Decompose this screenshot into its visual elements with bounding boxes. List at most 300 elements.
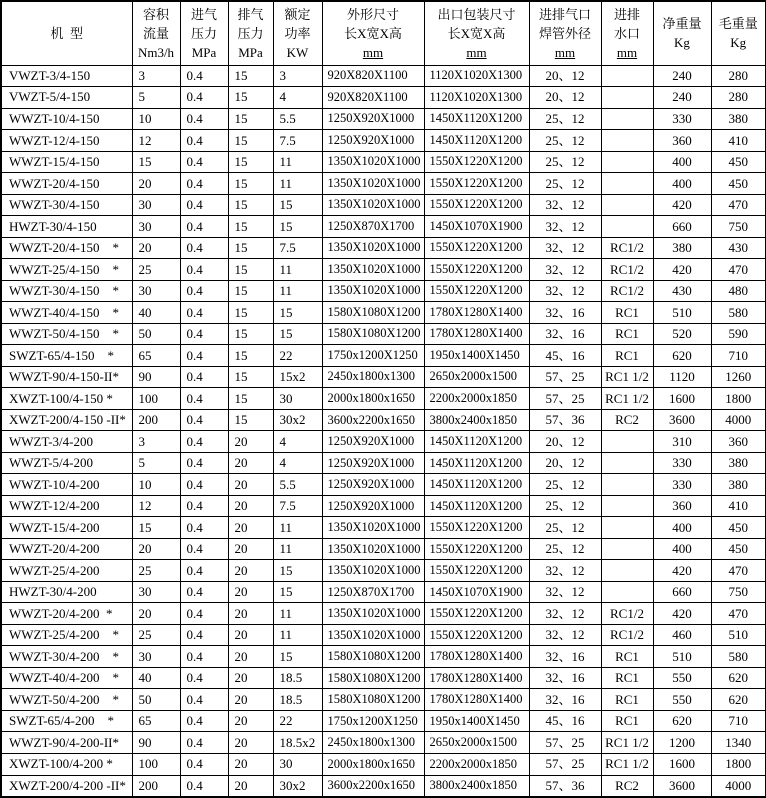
cell-net-weight: 420 — [653, 259, 711, 281]
header-line: 净重量 — [662, 16, 702, 32]
cell-gross-weight: 410 — [711, 495, 766, 517]
cell-flow: 25 — [132, 624, 180, 646]
cell-model: WWZT-12/4-200 — [1, 495, 132, 517]
header-unit: mm — [616, 44, 638, 60]
cell-dimensions: 1250X920X1000 — [322, 130, 424, 152]
cell-net-weight: 510 — [653, 302, 711, 324]
cell-package-dimensions: 2650x2000x1500 — [424, 366, 529, 388]
cell-net-weight: 550 — [653, 667, 711, 689]
cell-pipe-od: 25、12 — [529, 538, 601, 560]
header-line: 流量 — [142, 25, 169, 41]
cell-gross-weight: 4000 — [711, 775, 766, 797]
cell-net-weight: 620 — [653, 345, 711, 367]
header-line: 进气 — [190, 6, 217, 22]
header-line: 额定 — [284, 6, 311, 22]
cell-model: WWZT-15/4-150 — [1, 151, 132, 173]
cell-gross-weight: 450 — [711, 173, 766, 195]
cell-flow: 100 — [132, 388, 180, 410]
cell-inlet-pressure: 0.4 — [180, 194, 228, 216]
cell-package-dimensions: 1780X1280X1400 — [424, 646, 529, 668]
cell-model: XWZT-200/4-150 -II* — [1, 409, 132, 431]
cell-dimensions: 1580X1080X1200 — [322, 689, 424, 711]
table-row — [1, 194, 766, 216]
cell-pipe-od: 32、12 — [529, 560, 601, 582]
cell-package-dimensions: 1450X1120X1200 — [424, 495, 529, 517]
cell-exhaust-pressure: 20 — [228, 775, 273, 797]
cell-water-port: RC1/2 — [601, 280, 653, 302]
table-row — [1, 474, 766, 496]
cell-gross-weight: 750 — [711, 581, 766, 603]
cell-exhaust-pressure: 20 — [228, 474, 273, 496]
table-row — [1, 345, 766, 367]
cell-package-dimensions: 1780X1280X1400 — [424, 302, 529, 324]
table-row — [1, 624, 766, 646]
cell-package-dimensions: 1550X1220X1200 — [424, 194, 529, 216]
cell-pipe-od: 25、12 — [529, 517, 601, 539]
cell-pipe-od: 25、12 — [529, 151, 601, 173]
cell-inlet-pressure: 0.4 — [180, 603, 228, 625]
cell-water-port: RC2 — [601, 775, 653, 797]
cell-water-port — [601, 474, 653, 496]
cell-water-port: RC1/2 — [601, 603, 653, 625]
cell-exhaust-pressure: 20 — [228, 732, 273, 754]
table-row — [1, 65, 766, 87]
cell-dimensions: 1580X1080X1200 — [322, 646, 424, 668]
cell-net-weight: 460 — [653, 624, 711, 646]
cell-net-weight: 1600 — [653, 754, 711, 776]
cell-exhaust-pressure: 20 — [228, 603, 273, 625]
cell-dimensions: 2000x1800x1650 — [322, 388, 424, 410]
cell-net-weight: 420 — [653, 603, 711, 625]
cell-inlet-pressure: 0.4 — [180, 624, 228, 646]
cell-water-port: RC1 — [601, 302, 653, 324]
cell-pipe-od: 32、12 — [529, 259, 601, 281]
cell-package-dimensions: 1120X1020X1300 — [424, 65, 529, 87]
table-row — [1, 388, 766, 410]
cell-model: WWZT-10/4-150 — [1, 108, 132, 130]
cell-dimensions: 2000x1800x1650 — [322, 754, 424, 776]
cell-pipe-od: 32、16 — [529, 646, 601, 668]
cell-water-port — [601, 517, 653, 539]
cell-inlet-pressure: 0.4 — [180, 173, 228, 195]
cell-model: WWZT-50/4-150 * — [1, 323, 132, 345]
cell-power: 4 — [273, 452, 322, 474]
cell-net-weight: 430 — [653, 280, 711, 302]
cell-package-dimensions: 1550X1220X1200 — [424, 237, 529, 259]
cell-pipe-od: 32、16 — [529, 323, 601, 345]
cell-gross-weight: 450 — [711, 538, 766, 560]
table-row — [1, 581, 766, 603]
cell-pipe-od: 45、16 — [529, 345, 601, 367]
cell-water-port — [601, 560, 653, 582]
cell-water-port — [601, 151, 653, 173]
header-unit: mm — [466, 44, 487, 60]
cell-flow: 12 — [132, 130, 180, 152]
cell-exhaust-pressure: 15 — [228, 194, 273, 216]
cell-dimensions: 2450x1800x1300 — [322, 366, 424, 388]
cell-net-weight: 330 — [653, 452, 711, 474]
cell-model: XWZT-200/4-200 -II* — [1, 775, 132, 797]
cell-flow: 20 — [132, 173, 180, 195]
header-dimensions — [322, 1, 424, 65]
cell-net-weight: 240 — [653, 65, 711, 87]
cell-pipe-od: 45、16 — [529, 710, 601, 732]
cell-net-weight: 1600 — [653, 388, 711, 410]
cell-pipe-od: 25、12 — [529, 474, 601, 496]
cell-model: WWZT-90/4-150-II* — [1, 366, 132, 388]
table-row — [1, 108, 766, 130]
table-row — [1, 517, 766, 539]
cell-net-weight: 400 — [653, 517, 711, 539]
header-line: 进排 — [613, 6, 640, 22]
cell-gross-weight: 4000 — [711, 409, 766, 431]
cell-exhaust-pressure: 15 — [228, 280, 273, 302]
cell-power: 4 — [273, 431, 322, 453]
cell-net-weight: 310 — [653, 431, 711, 453]
cell-flow: 10 — [132, 108, 180, 130]
cell-power: 5.5 — [273, 474, 322, 496]
cell-net-weight: 400 — [653, 151, 711, 173]
cell-inlet-pressure: 0.4 — [180, 474, 228, 496]
table-row — [1, 280, 766, 302]
cell-power: 7.5 — [273, 130, 322, 152]
cell-power: 22 — [273, 710, 322, 732]
cell-dimensions: 1250X920X1000 — [322, 452, 424, 474]
header-unit: Nm3/h — [137, 44, 175, 60]
cell-gross-weight: 380 — [711, 452, 766, 474]
cell-exhaust-pressure: 20 — [228, 495, 273, 517]
cell-pipe-od: 57、36 — [529, 409, 601, 431]
header-line: 水口 — [613, 25, 640, 41]
cell-gross-weight: 470 — [711, 603, 766, 625]
cell-dimensions: 1580X1080X1200 — [322, 302, 424, 324]
cell-water-port: RC1/2 — [601, 624, 653, 646]
cell-gross-weight: 580 — [711, 646, 766, 668]
cell-exhaust-pressure: 15 — [228, 302, 273, 324]
cell-exhaust-pressure: 20 — [228, 689, 273, 711]
cell-net-weight: 520 — [653, 323, 711, 345]
cell-dimensions: 1350X1020X1000 — [322, 194, 424, 216]
cell-flow: 15 — [132, 151, 180, 173]
cell-net-weight: 660 — [653, 581, 711, 603]
cell-flow: 50 — [132, 323, 180, 345]
cell-inlet-pressure: 0.4 — [180, 323, 228, 345]
cell-dimensions: 1750x1200X1250 — [322, 710, 424, 732]
cell-power: 4 — [273, 87, 322, 109]
cell-pipe-od: 32、16 — [529, 667, 601, 689]
cell-model: WWZT-10/4-200 — [1, 474, 132, 496]
cell-exhaust-pressure: 15 — [228, 216, 273, 238]
cell-power: 15 — [273, 646, 322, 668]
cell-flow: 90 — [132, 366, 180, 388]
cell-exhaust-pressure: 15 — [228, 65, 273, 87]
table-row — [1, 538, 766, 560]
cell-net-weight: 510 — [653, 646, 711, 668]
header-inlet-pressure — [180, 1, 228, 65]
cell-net-weight: 240 — [653, 87, 711, 109]
header-line: 进排气口 — [538, 6, 591, 22]
cell-model: WWZT-15/4-200 — [1, 517, 132, 539]
cell-dimensions: 1250X920X1000 — [322, 495, 424, 517]
cell-inlet-pressure: 0.4 — [180, 216, 228, 238]
cell-pipe-od: 32、16 — [529, 689, 601, 711]
table-row — [1, 754, 766, 776]
cell-dimensions: 920X820X1100 — [322, 65, 424, 87]
header-water-port — [601, 1, 653, 65]
cell-inlet-pressure: 0.4 — [180, 710, 228, 732]
cell-pipe-od: 32、12 — [529, 603, 601, 625]
cell-model: WWZT-30/4-200 * — [1, 646, 132, 668]
cell-gross-weight: 710 — [711, 710, 766, 732]
cell-gross-weight: 620 — [711, 689, 766, 711]
cell-exhaust-pressure: 15 — [228, 130, 273, 152]
cell-inlet-pressure: 0.4 — [180, 667, 228, 689]
cell-flow: 200 — [132, 409, 180, 431]
cell-dimensions: 1350X1020X1000 — [322, 280, 424, 302]
cell-net-weight: 360 — [653, 130, 711, 152]
cell-exhaust-pressure: 20 — [228, 710, 273, 732]
cell-inlet-pressure: 0.4 — [180, 409, 228, 431]
cell-water-port — [601, 216, 653, 238]
cell-dimensions: 2450x1800x1300 — [322, 732, 424, 754]
cell-package-dimensions: 1950x1400X1450 — [424, 345, 529, 367]
header-line: 机 型 — [50, 25, 83, 41]
cell-water-port — [601, 538, 653, 560]
cell-model: XWZT-100/4-200 * — [1, 754, 132, 776]
cell-pipe-od: 57、25 — [529, 754, 601, 776]
cell-water-port — [601, 108, 653, 130]
cell-power: 11 — [273, 517, 322, 539]
cell-inlet-pressure: 0.4 — [180, 130, 228, 152]
cell-inlet-pressure: 0.4 — [180, 754, 228, 776]
cell-net-weight: 400 — [653, 538, 711, 560]
cell-gross-weight: 470 — [711, 560, 766, 582]
cell-gross-weight: 450 — [711, 517, 766, 539]
cell-dimensions: 1350X1020X1000 — [322, 560, 424, 582]
cell-gross-weight: 360 — [711, 431, 766, 453]
header-power — [273, 1, 322, 65]
cell-package-dimensions: 1450X1120X1200 — [424, 130, 529, 152]
cell-exhaust-pressure: 15 — [228, 108, 273, 130]
cell-inlet-pressure: 0.4 — [180, 495, 228, 517]
cell-gross-weight: 380 — [711, 474, 766, 496]
cell-package-dimensions: 1550X1220X1200 — [424, 517, 529, 539]
cell-flow: 40 — [132, 302, 180, 324]
cell-model: WWZT-90/4-200-II* — [1, 732, 132, 754]
cell-power: 15 — [273, 323, 322, 345]
cell-power: 15 — [273, 302, 322, 324]
cell-inlet-pressure: 0.4 — [180, 237, 228, 259]
cell-dimensions: 1250X870X1700 — [322, 581, 424, 603]
table-row — [1, 323, 766, 345]
cell-flow: 65 — [132, 345, 180, 367]
table-row — [1, 173, 766, 195]
cell-water-port: RC1 1/2 — [601, 754, 653, 776]
header-flow — [132, 1, 180, 65]
header-line: 毛重量 — [718, 16, 758, 32]
cell-pipe-od: 25、12 — [529, 130, 601, 152]
cell-power: 11 — [273, 538, 322, 560]
cell-water-port: RC1 — [601, 689, 653, 711]
cell-flow: 3 — [132, 431, 180, 453]
cell-package-dimensions: 1550X1220X1200 — [424, 259, 529, 281]
cell-net-weight: 400 — [653, 173, 711, 195]
cell-flow: 5 — [132, 452, 180, 474]
cell-water-port: RC1 1/2 — [601, 388, 653, 410]
header-unit: mm — [362, 44, 384, 60]
cell-exhaust-pressure: 20 — [228, 517, 273, 539]
cell-inlet-pressure: 0.4 — [180, 732, 228, 754]
cell-dimensions: 1350X1020X1000 — [322, 151, 424, 173]
cell-flow: 200 — [132, 775, 180, 797]
cell-flow: 90 — [132, 732, 180, 754]
cell-exhaust-pressure: 20 — [228, 754, 273, 776]
header-exhaust-pressure — [228, 1, 273, 65]
cell-gross-weight: 280 — [711, 87, 766, 109]
cell-gross-weight: 1800 — [711, 388, 766, 410]
cell-flow: 30 — [132, 194, 180, 216]
cell-exhaust-pressure: 15 — [228, 345, 273, 367]
cell-flow: 10 — [132, 474, 180, 496]
cell-power: 11 — [273, 259, 322, 281]
cell-inlet-pressure: 0.4 — [180, 108, 228, 130]
cell-pipe-od: 32、12 — [529, 194, 601, 216]
cell-exhaust-pressure: 20 — [228, 560, 273, 582]
cell-water-port: RC1 — [601, 646, 653, 668]
cell-gross-weight: 590 — [711, 323, 766, 345]
cell-model: WWZT-50/4-200 * — [1, 689, 132, 711]
cell-net-weight: 330 — [653, 474, 711, 496]
cell-inlet-pressure: 0.4 — [180, 431, 228, 453]
table-row — [1, 646, 766, 668]
cell-pipe-od: 32、12 — [529, 280, 601, 302]
cell-power: 30 — [273, 754, 322, 776]
cell-gross-weight: 1340 — [711, 732, 766, 754]
table-row — [1, 732, 766, 754]
cell-power: 15 — [273, 560, 322, 582]
cell-power: 7.5 — [273, 237, 322, 259]
cell-flow: 50 — [132, 689, 180, 711]
cell-power: 18.5 — [273, 667, 322, 689]
table-row — [1, 775, 766, 797]
spec-table-body — [1, 65, 766, 797]
cell-package-dimensions: 1550X1220X1200 — [424, 538, 529, 560]
cell-inlet-pressure: 0.4 — [180, 280, 228, 302]
cell-pipe-od: 57、25 — [529, 366, 601, 388]
cell-gross-weight: 470 — [711, 194, 766, 216]
cell-package-dimensions: 1550X1220X1200 — [424, 280, 529, 302]
cell-inlet-pressure: 0.4 — [180, 65, 228, 87]
cell-exhaust-pressure: 15 — [228, 323, 273, 345]
cell-dimensions: 1350X1020X1000 — [322, 624, 424, 646]
cell-inlet-pressure: 0.4 — [180, 581, 228, 603]
cell-pipe-od: 32、12 — [529, 624, 601, 646]
cell-flow: 40 — [132, 667, 180, 689]
cell-flow: 20 — [132, 538, 180, 560]
header-unit: KW — [286, 44, 309, 60]
cell-power: 15 — [273, 581, 322, 603]
cell-net-weight: 3600 — [653, 409, 711, 431]
cell-water-port: RC1/2 — [601, 237, 653, 259]
cell-water-port: RC1 — [601, 667, 653, 689]
cell-dimensions: 1580X1080X1200 — [322, 323, 424, 345]
cell-power: 18.5x2 — [273, 732, 322, 754]
table-row — [1, 710, 766, 732]
cell-package-dimensions: 1950x1400X1450 — [424, 710, 529, 732]
cell-package-dimensions: 1780X1280X1400 — [424, 667, 529, 689]
header-package-dimensions — [424, 1, 529, 65]
cell-water-port: RC2 — [601, 409, 653, 431]
header-line: 功率 — [284, 25, 311, 41]
header-line: 长X宽X高 — [447, 25, 506, 41]
cell-flow: 25 — [132, 560, 180, 582]
cell-pipe-od: 32、12 — [529, 216, 601, 238]
cell-model: WWZT-40/4-150 * — [1, 302, 132, 324]
cell-gross-weight: 380 — [711, 108, 766, 130]
cell-package-dimensions: 1550X1220X1200 — [424, 151, 529, 173]
cell-pipe-od: 25、12 — [529, 173, 601, 195]
cell-model: VWZT-3/4-150 — [1, 65, 132, 87]
cell-power: 30x2 — [273, 775, 322, 797]
cell-water-port: RC1/2 — [601, 259, 653, 281]
cell-water-port — [601, 87, 653, 109]
cell-inlet-pressure: 0.4 — [180, 452, 228, 474]
cell-dimensions: 1250X920X1000 — [322, 108, 424, 130]
header-line: 出口包装尺寸 — [437, 6, 516, 22]
cell-power: 22 — [273, 345, 322, 367]
cell-package-dimensions: 2200x2000x1850 — [424, 754, 529, 776]
cell-flow: 12 — [132, 495, 180, 517]
cell-flow: 30 — [132, 280, 180, 302]
cell-package-dimensions: 1450X1120X1200 — [424, 474, 529, 496]
cell-exhaust-pressure: 20 — [228, 624, 273, 646]
cell-dimensions: 1250X920X1000 — [322, 431, 424, 453]
cell-pipe-od: 20、12 — [529, 431, 601, 453]
header-line: 焊管外径 — [538, 25, 591, 41]
cell-gross-weight: 450 — [711, 151, 766, 173]
cell-model: WWZT-25/4-150 * — [1, 259, 132, 281]
cell-flow: 3 — [132, 65, 180, 87]
cell-package-dimensions: 1550X1220X1200 — [424, 560, 529, 582]
cell-flow: 100 — [132, 754, 180, 776]
cell-pipe-od: 32、12 — [529, 237, 601, 259]
cell-flow: 20 — [132, 237, 180, 259]
table-row — [1, 495, 766, 517]
cell-dimensions: 920X820X1100 — [322, 87, 424, 109]
cell-dimensions: 1350X1020X1000 — [322, 259, 424, 281]
cell-power: 3 — [273, 65, 322, 87]
cell-package-dimensions: 1450X1120X1200 — [424, 108, 529, 130]
cell-package-dimensions: 2650x2000x1500 — [424, 732, 529, 754]
header-unit: MPa — [238, 44, 263, 60]
cell-gross-weight: 280 — [711, 65, 766, 87]
cell-inlet-pressure: 0.4 — [180, 87, 228, 109]
cell-gross-weight: 750 — [711, 216, 766, 238]
cell-pipe-od: 32、12 — [529, 581, 601, 603]
cell-inlet-pressure: 0.4 — [180, 646, 228, 668]
cell-model: WWZT-20/4-150 * — [1, 237, 132, 259]
cell-water-port: RC1 1/2 — [601, 732, 653, 754]
cell-inlet-pressure: 0.4 — [180, 560, 228, 582]
cell-model: VWZT-5/4-150 — [1, 87, 132, 109]
cell-exhaust-pressure: 15 — [228, 366, 273, 388]
cell-flow: 5 — [132, 87, 180, 109]
cell-package-dimensions: 1780X1280X1400 — [424, 323, 529, 345]
cell-water-port — [601, 130, 653, 152]
cell-inlet-pressure: 0.4 — [180, 366, 228, 388]
header-line: 长X宽X高 — [344, 25, 402, 41]
cell-net-weight: 380 — [653, 237, 711, 259]
